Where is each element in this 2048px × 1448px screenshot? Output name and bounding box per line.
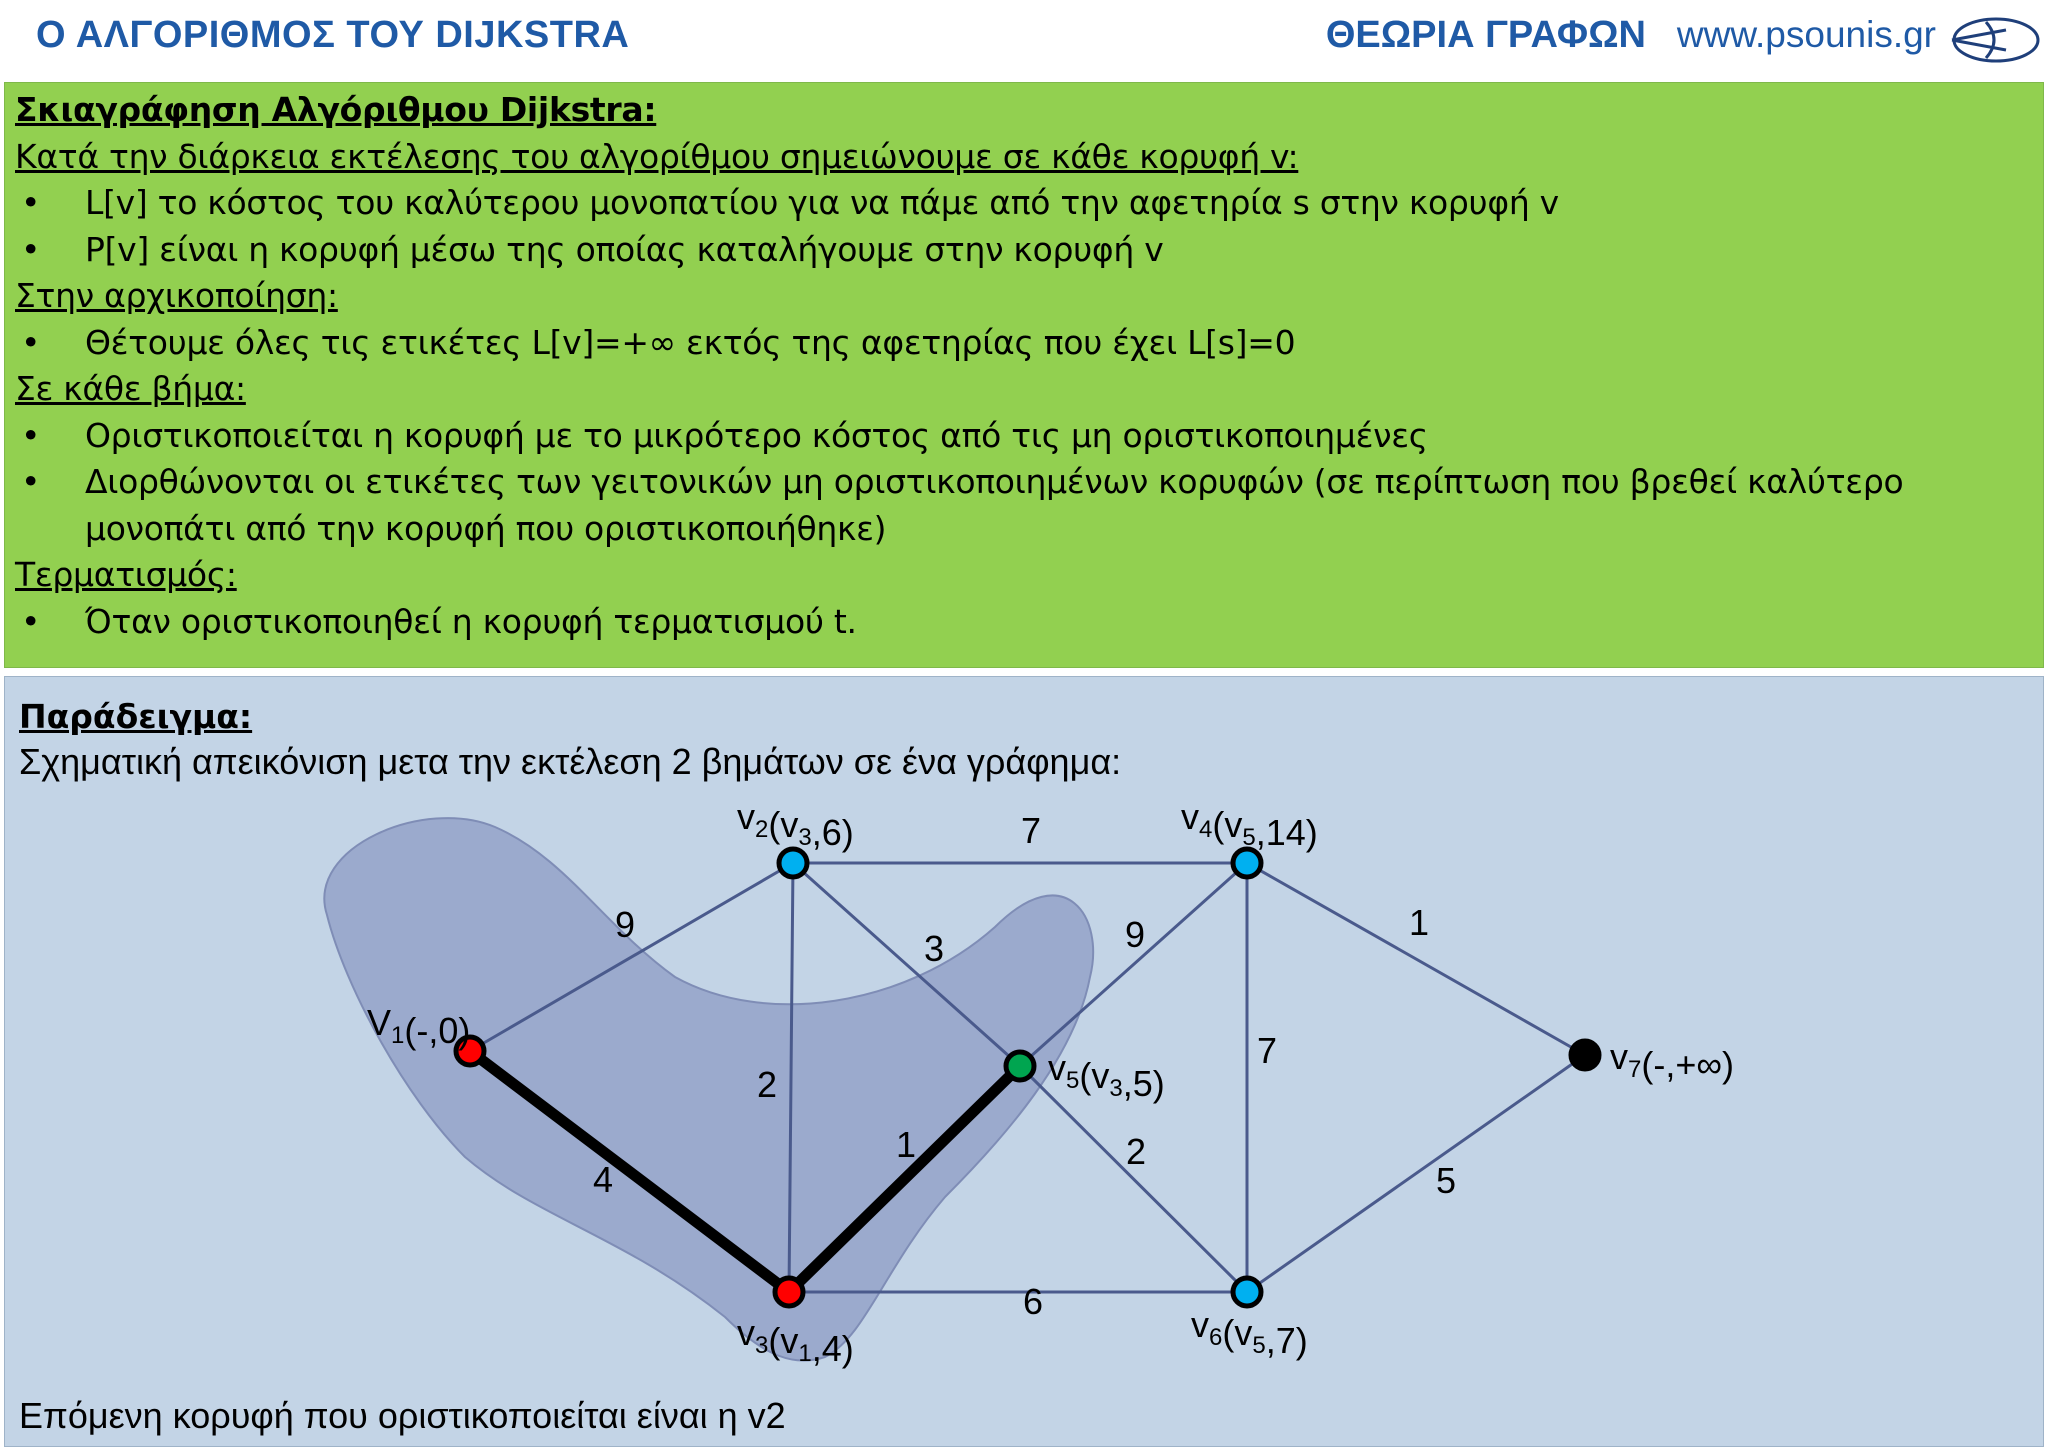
edge-v4-v7 (1247, 863, 1585, 1055)
example-subtitle: Σχηματική απεικόνιση μετα την εκτέλεση 2 βημάτων σε ένα γράφημα: (19, 741, 1122, 782)
finalized-region (324, 818, 1093, 1361)
list-item: • Διορθώνονται οι ετικέτες των γειτονικών μη οριστικοποιημένων κορυφών (σε περίπτωση που βρεθεί καλύτερο μονοπάτι από την κορυφή που οριστικοποιήθηκε) (15, 459, 2035, 552)
bullet: • (21, 462, 41, 501)
example-box (4, 676, 2044, 1447)
init-heading: Στην αρχικοποίηση: (15, 276, 338, 315)
edge-weight: 1 (895, 1124, 917, 1165)
vertex-v2 (779, 849, 807, 877)
list-item: • Θέτουμε όλες τις ετικέτες L[v]=+∞ εκτός της αφετηρίας που έχει L[s]=0 (15, 320, 2035, 367)
list-item: • Οριστικοποιείται η κορυφή με το μικρότερο κόστος από τις μη οριστικοποιημένες (15, 413, 2035, 460)
edge-weight: 2 (756, 1064, 778, 1105)
example-footer: Επόμενη κορυφή που οριστικοποιείται είναι η v2 (19, 1395, 786, 1436)
header-right (1326, 14, 1936, 57)
edge-weight: 1 (1408, 902, 1430, 943)
vertex-label-v6: $v_6(v_5,7)$ (1191, 1304, 1308, 1361)
step-heading: Σε κάθε βήμα: (15, 369, 246, 408)
bullet: • (21, 601, 41, 641)
edge-weight: 9 (614, 904, 636, 945)
vertex-label-v7: $v_7(-,+\infty)$ (1610, 1036, 1735, 1085)
vertex-v4 (1233, 849, 1261, 877)
edge-weight: 3 (923, 928, 945, 969)
list-item: • L[v] το κόστος του καλύτερου μονοπατίου για να πάμε από την αφετηρία s στην κορυφή v (15, 180, 2035, 227)
vertex-label-v2: $v_2(v_3,6)$ (737, 796, 854, 853)
dijkstra-graph (5, 677, 2045, 1448)
term-heading: Τερματισμός: (15, 555, 237, 594)
outline-heading: Σκιαγράφηση Αλγόριθμου Dijkstra: (15, 90, 657, 129)
edge-weight: 5 (1435, 1160, 1457, 1201)
list-item: • P[v] είναι η κορυφή μέσω της οποίας καταλήγουμε στην κορυφή v (15, 227, 2035, 274)
site-url[interactable]: www.psounis.gr (1676, 14, 1936, 55)
example-heading: Παράδειγμα: (19, 697, 253, 736)
edge-weight: 6 (1022, 1281, 1044, 1322)
bullet: • (21, 183, 41, 222)
edge-weight: 2 (1125, 1131, 1147, 1172)
edge-weight: 7 (1256, 1030, 1278, 1071)
vertex-v7 (1571, 1041, 1599, 1069)
vertex-label-v4: $v_4(v_5,14)$ (1181, 796, 1318, 853)
vertex-label-v3: $v_3(v_1,4)$ (737, 1312, 854, 1369)
bullet: • (21, 415, 41, 455)
vertex-v3 (775, 1278, 803, 1306)
bullet: • (21, 229, 41, 269)
outline-intro: Κατά την διάρκεια εκτέλεσης του αλγορίθμου σημειώνουμε σε κάθε κορυφή v: (15, 136, 1299, 176)
edge-weight: 9 (1124, 914, 1146, 955)
vertex-v5 (1006, 1052, 1034, 1080)
vertex-label-v5: $v_5(v_3,5)$ (1048, 1047, 1165, 1104)
header-bar (0, 0, 2048, 80)
algorithm-outline-box (4, 82, 2044, 668)
section-title: ΘΕΩΡΙΑ ΓΡΑΦΩΝ (1325, 14, 1646, 56)
vertex-label-v1: $V_1(-,0)$ (367, 1002, 471, 1051)
edge-weight: 4 (592, 1159, 614, 1200)
page-title: Ο ΑΛΓΟΡΙΘΜΟΣ ΤΟΥ DIJKSTRA (36, 14, 630, 56)
edge-weight: 7 (1020, 810, 1042, 851)
bullet: • (21, 322, 41, 362)
vertex-v6 (1233, 1278, 1261, 1306)
edge-v6-v7 (1247, 1055, 1585, 1292)
list-item: • Όταν οριστικοποιηθεί η κορυφή τερματισμού t. (15, 599, 2035, 646)
psounis-logo-icon (1946, 12, 2042, 68)
